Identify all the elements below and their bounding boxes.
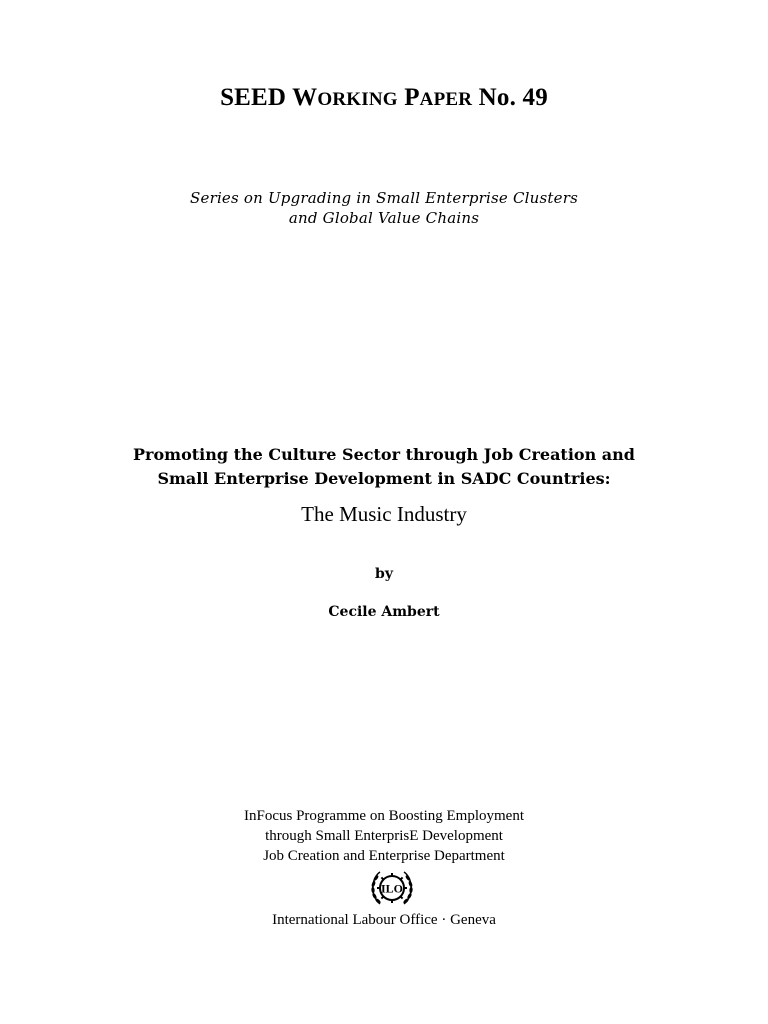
programme-line-3: Job Creation and Enterprise Department xyxy=(263,848,505,864)
by-label: by xyxy=(375,566,393,582)
ilo-logo-icon xyxy=(366,868,418,908)
programme-line-2: through Small EnterprisE Development xyxy=(265,828,503,844)
ilo-logo-text: ILO xyxy=(380,881,404,896)
series-subtitle-line-2: and Global Value Chains xyxy=(288,209,480,227)
paper-subtitle: The Music Industry xyxy=(301,502,467,526)
programme-line-1: InFocus Programme on Boosting Employment xyxy=(244,808,524,824)
paper-title-line-2: Small Enterprise Development in SADC Countries: xyxy=(157,469,611,488)
publisher-line: International Labour Office · Geneva xyxy=(272,912,496,928)
paper-title-line-1: Promoting the Culture Sector through Job Creation and xyxy=(133,445,635,464)
series-title: SEED WORKING PAPER No. 49 xyxy=(220,84,548,111)
series-subtitle-line-1: Series on Upgrading in Small Enterprise Clusters xyxy=(190,189,578,207)
author-name: Cecile Ambert xyxy=(328,604,440,620)
